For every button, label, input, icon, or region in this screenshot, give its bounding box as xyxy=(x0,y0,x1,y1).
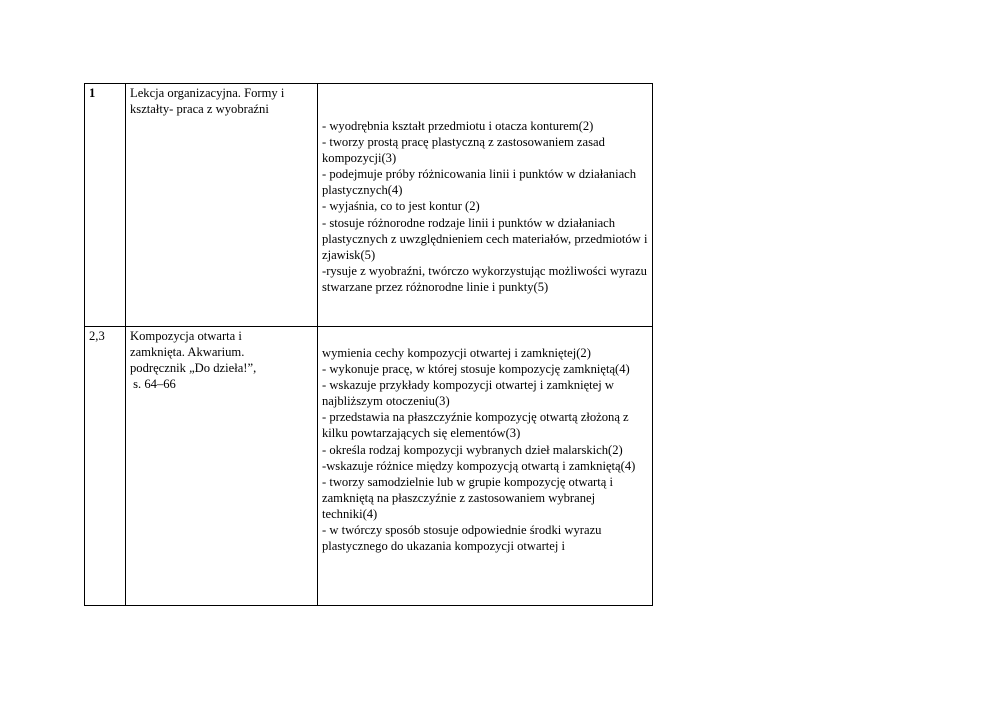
requirements-list xyxy=(322,118,649,295)
requirement-item: - w twórczy sposób stosuje odpowiednie środki wyrazu plastycznego do ukazania kompozycji otwartej i xyxy=(322,523,602,554)
requirement-item: - wykonuje pracę, w której stosuje kompozycję zamkniętą(4) xyxy=(322,362,630,377)
requirement-item: -rysuje z wyobraźni, twórczo wykorzystując możliwości wyrazu stwarzane przez różnorodne linie i punkty(5) xyxy=(322,263,647,294)
lesson-topic-cell xyxy=(126,84,318,327)
requirement-item: wymienia cechy kompozycji otwartej i zamkniętej(2) xyxy=(322,346,591,360)
lesson-topic-line: zamknięta. Akwarium. xyxy=(130,345,245,360)
requirement-item: - tworzy prostą pracę plastyczną z zastosowaniem zasad kompozycji(3) xyxy=(322,135,605,166)
requirement-item: -wskazuje różnice między kompozycją otwartą i zamkniętą(4) xyxy=(322,458,636,473)
requirement-item: - przedstawia na płaszczyźnie kompozycję otwartą złożoną z kilku powtarzających się elementów(3) xyxy=(322,410,629,441)
requirement-item: - wyjaśnia, co to jest kontur (2) xyxy=(322,199,480,214)
lesson-topic-cell xyxy=(126,327,318,606)
requirement-item: - wyodrębnia kształt przedmiotu i otacza konturem(2) xyxy=(322,119,594,133)
requirement-item: - podejmuje próby różnicowania linii i punktów w działaniach plastycznych(4) xyxy=(322,167,637,198)
lesson-number: 2,3 xyxy=(89,329,105,343)
lesson-topic-line: Lekcja organizacyjna. Formy i xyxy=(130,86,285,100)
requirements-list xyxy=(322,345,649,554)
lesson-plan-table xyxy=(84,83,653,606)
lesson-number-cell xyxy=(85,84,126,327)
lesson-number-cell xyxy=(85,327,126,606)
lesson-topic-line: s. 64–66 xyxy=(130,377,176,392)
requirement-item: - tworzy samodzielnie lub w grupie kompozycję otwartą i zamkniętą na płaszczyźnie z zastosowaniem wybranej techniki(4) xyxy=(322,474,613,521)
table-row xyxy=(85,84,653,327)
lesson-number: 1 xyxy=(89,86,96,100)
requirement-item: - wskazuje przykłady kompozycji otwartej i zamkniętej w najbliższym otoczeniu(3) xyxy=(322,378,615,409)
lesson-topic-line: podręcznik „Do dzieła!”, xyxy=(130,361,257,376)
lesson-topic-line: kształty- praca z wyobraźni xyxy=(130,102,269,117)
requirement-item: - stosuje różnorodne rodzaje linii i punktów w działaniach plastycznych z uwzględnieniem cech materiałów, przedmiotów i zjawisk(5) xyxy=(322,215,648,262)
requirements-cell xyxy=(318,327,653,606)
requirements-cell xyxy=(318,84,653,327)
lesson-topic-line: Kompozycja otwarta i xyxy=(130,329,242,343)
requirement-item: - określa rodzaj kompozycji wybranych dzieł malarskich(2) xyxy=(322,442,623,457)
table-row xyxy=(85,327,653,606)
